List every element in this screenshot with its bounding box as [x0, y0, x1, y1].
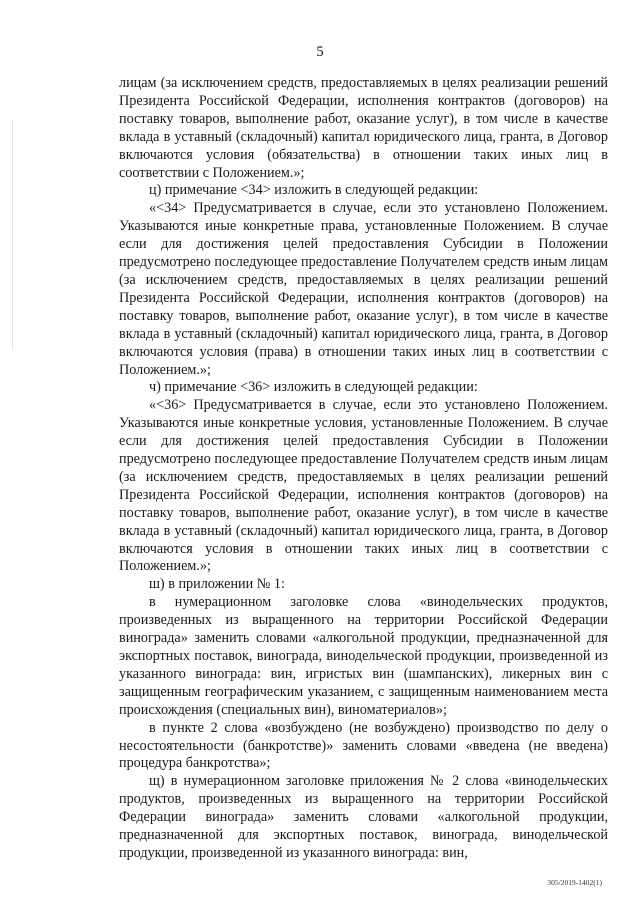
paragraph: ц) примечание <34> изложить в следующей редакции: [149, 182, 479, 199]
paragraph: «<34> Предусматривается в случае, если это установлено Положением. Указываются иные конкретные права, установленные Положением. В случае если для достижения целей предоставления Субсидии в Положении предусмотрено последующее предоставление Получателем средств иным лицам (за исключением средств, предоставляемых в целях реализации решений Президента Российской Федерации, исполнения контрактов (договоров) на поставку товаров, выполнение работ, оказание услуг), в том числе в качестве вклада в уставный (складочный) капитал юридического лица, гранта, в Договор включаются условия (права) в отношении таких иных лиц в соответствии с Положением.»; [119, 200, 608, 378]
page-number: 5 [316, 44, 324, 60]
paragraph: лицам (за исключением средств, предоставляемых в целях реализации решений Президента Российской Федерации, исполнения контрактов (договоров) на поставку товаров, выполнение работ, оказание услуг), в том числе в качестве вклада в уставный (складочный) капитал юридического лица, гранта, в Договор включаются условия (обязательства) в отношении таких иных лиц в соответствии с Положением.»; [119, 75, 608, 181]
paragraph: в нумерационном заголовке слова «винодельческих продуктов, произведенных из выращенного на территории Российской Федерации винограда» заменить словами «алкогольной продукции, предназначенной для экспортных поставок, винограда, винодельческой продукции, произведенной из указанного винограда: вин, игристых вин (шампанских), ликерных вин с защищенным географическим указанием, с защищенным наименованием места происхождения (специальных вин), виноматериалов»; [119, 594, 608, 718]
paragraph: в пункте 2 слова «возбуждено (не возбуждено) производство по делу о несостоятельности (банкротстве)» заменить словами «введена (не введена) процедура банкротства»; [119, 719, 608, 772]
scan-artifact [12, 120, 13, 350]
paragraph: ч) примечание <36> изложить в следующей редакции: [149, 379, 478, 396]
paragraph: ш) в приложении № 1: [149, 576, 285, 593]
paragraph: щ) в нумерационном заголовке приложения № 2 слова «винодельческих продуктов, произведенных из выращенного на территории Российской Федерации винограда» заменить словами «алкогольной продукции, предназначенной для экспортных поставок, винограда, винодельческой продукции, произведенной из указанного винограда: вин, [119, 773, 608, 861]
document-code: 305/2019-1402(1) [547, 878, 602, 887]
paragraph: «<36> Предусматривается в случае, если это установлено Положением. Указываются иные конкретные условия, установленные Положением. В случае если для достижения целей предоставления Субсидии в Положении предусмотрено последующее предоставление Получателем средств иным лицам (за исключением средств, предоставляемых в целях реализации решений Президента Российской Федерации, исполнения контрактов (договоров) на поставку товаров, выполнение работ, оказание услуг), в том числе в качестве вклада в уставный (складочный) капитал юридического лица, гранта, в Договор включаются условия в отношении таких иных лиц в соответствии с Положением.»; [119, 397, 608, 575]
document-body [119, 75, 608, 863]
